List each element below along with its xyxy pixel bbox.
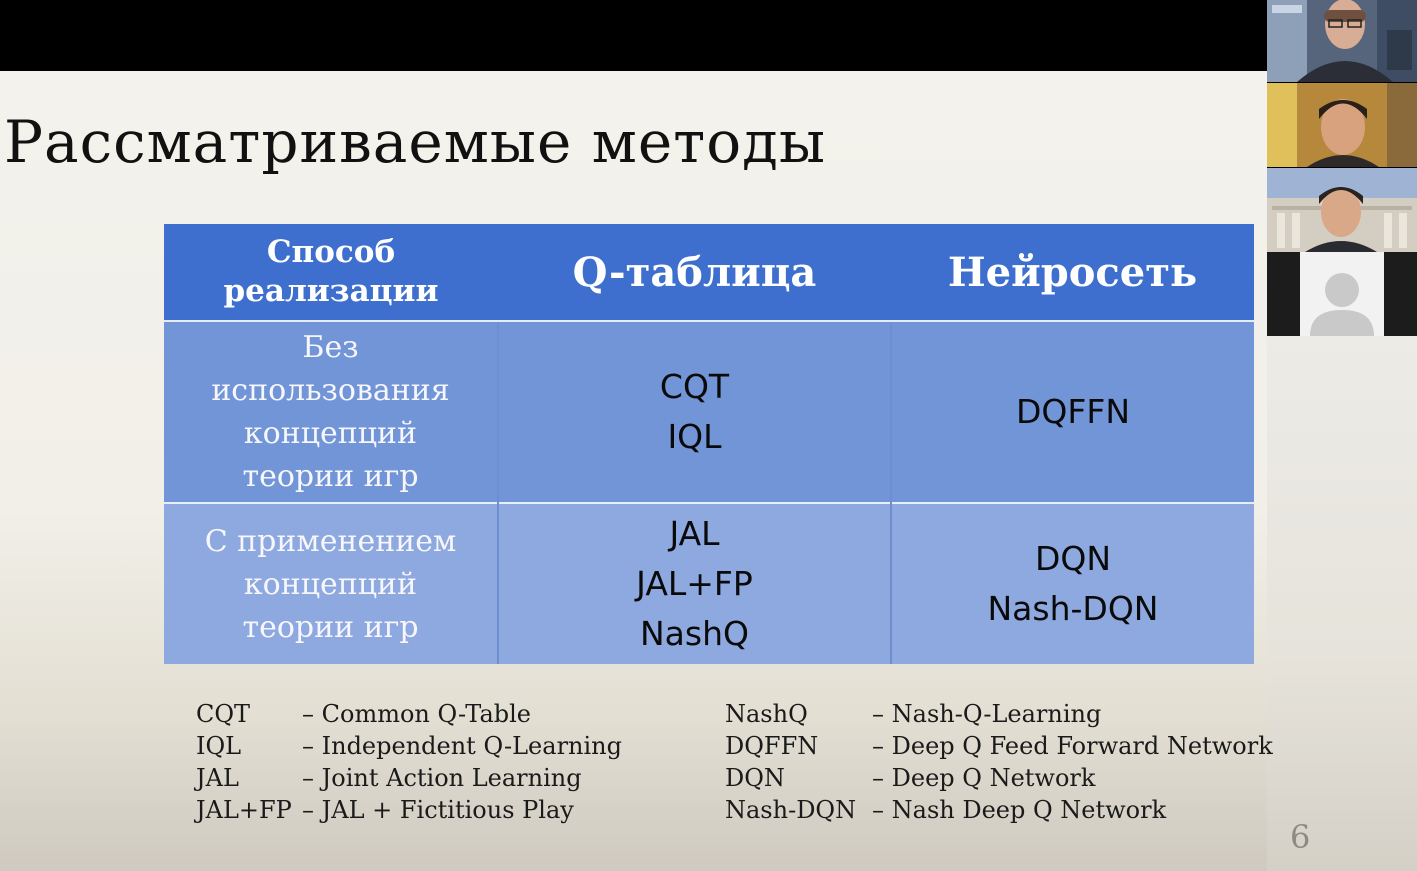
cell-neural-without-game-theory	[891, 321, 1254, 503]
method-iql: IQL	[667, 417, 722, 456]
table-row	[164, 503, 1254, 664]
header-implementation	[164, 224, 498, 321]
method-nash-dqn: Nash-DQN	[987, 589, 1159, 628]
legend-abbr: Nash-DQN	[725, 796, 857, 824]
row-label-with-game-theory	[164, 503, 498, 664]
legend-desc: – Deep Q Feed Forward Network	[872, 732, 1273, 760]
legend-abbr: JAL+FP	[196, 796, 292, 824]
user-placeholder-icon	[1325, 273, 1359, 307]
participant-video-tile[interactable]	[1267, 0, 1417, 82]
legend-desc: – Joint Action Learning	[302, 764, 582, 792]
header-q-table: Q-таблица	[498, 224, 891, 321]
row-label-text: Без использования концепций теории игр	[211, 330, 450, 494]
legend-abbr: CQT	[196, 700, 251, 728]
participant-avatar-frame	[1267, 252, 1417, 336]
legend-abbr: DQN	[725, 764, 785, 792]
participant-video-tile[interactable]	[1267, 83, 1417, 167]
legend-desc: – Nash Deep Q Network	[872, 796, 1167, 824]
method-jal: JAL	[669, 514, 720, 553]
legend-desc: – Deep Q Network	[872, 764, 1096, 792]
legend-desc: – Independent Q-Learning	[302, 732, 622, 760]
table-header-row	[164, 224, 1254, 321]
method-dqn: DQN	[1034, 539, 1112, 578]
method-cqt: CQT	[659, 367, 730, 406]
legend-right	[725, 700, 1273, 830]
participant-video-frame	[1267, 0, 1417, 82]
legend-abbr: DQFFN	[725, 732, 819, 760]
header-neural-network: Нейросеть	[891, 224, 1254, 321]
row-label-text: С применением концепций теории игр	[204, 523, 457, 645]
method-jal-fp: JAL+FP	[636, 564, 753, 603]
cell-q-table-with-game-theory	[498, 503, 891, 664]
legend-desc: – Nash-Q-Learning	[872, 700, 1102, 728]
row-label-without-game-theory	[164, 321, 498, 503]
slide-right-area	[1267, 336, 1417, 871]
participant-video-frame	[1267, 168, 1417, 252]
slide-page-number: 6	[1290, 818, 1311, 856]
legend-left	[196, 700, 676, 830]
cell-neural-with-game-theory	[891, 503, 1254, 664]
header-implementation-text: Способ реализации	[223, 234, 439, 309]
table-row	[164, 321, 1254, 503]
slide-title: Рассматриваемые методы	[4, 108, 827, 176]
participant-avatar-tile[interactable]	[1267, 252, 1417, 336]
participant-video-frame	[1267, 83, 1417, 167]
method-dqffn: DQFFN	[1015, 392, 1131, 431]
legend-abbr: JAL	[196, 764, 239, 792]
methods-table	[164, 224, 1254, 664]
legend-abbr: NashQ	[725, 700, 808, 728]
legend-desc: – Common Q-Table	[302, 700, 531, 728]
participant-video-tile[interactable]	[1267, 168, 1417, 252]
video-top-bar	[0, 0, 1417, 71]
cell-q-table-without-game-theory	[498, 321, 891, 503]
legend-abbr: IQL	[196, 732, 242, 760]
legend-desc: – JAL + Fictitious Play	[302, 796, 574, 824]
method-nashq: NashQ	[640, 614, 749, 653]
